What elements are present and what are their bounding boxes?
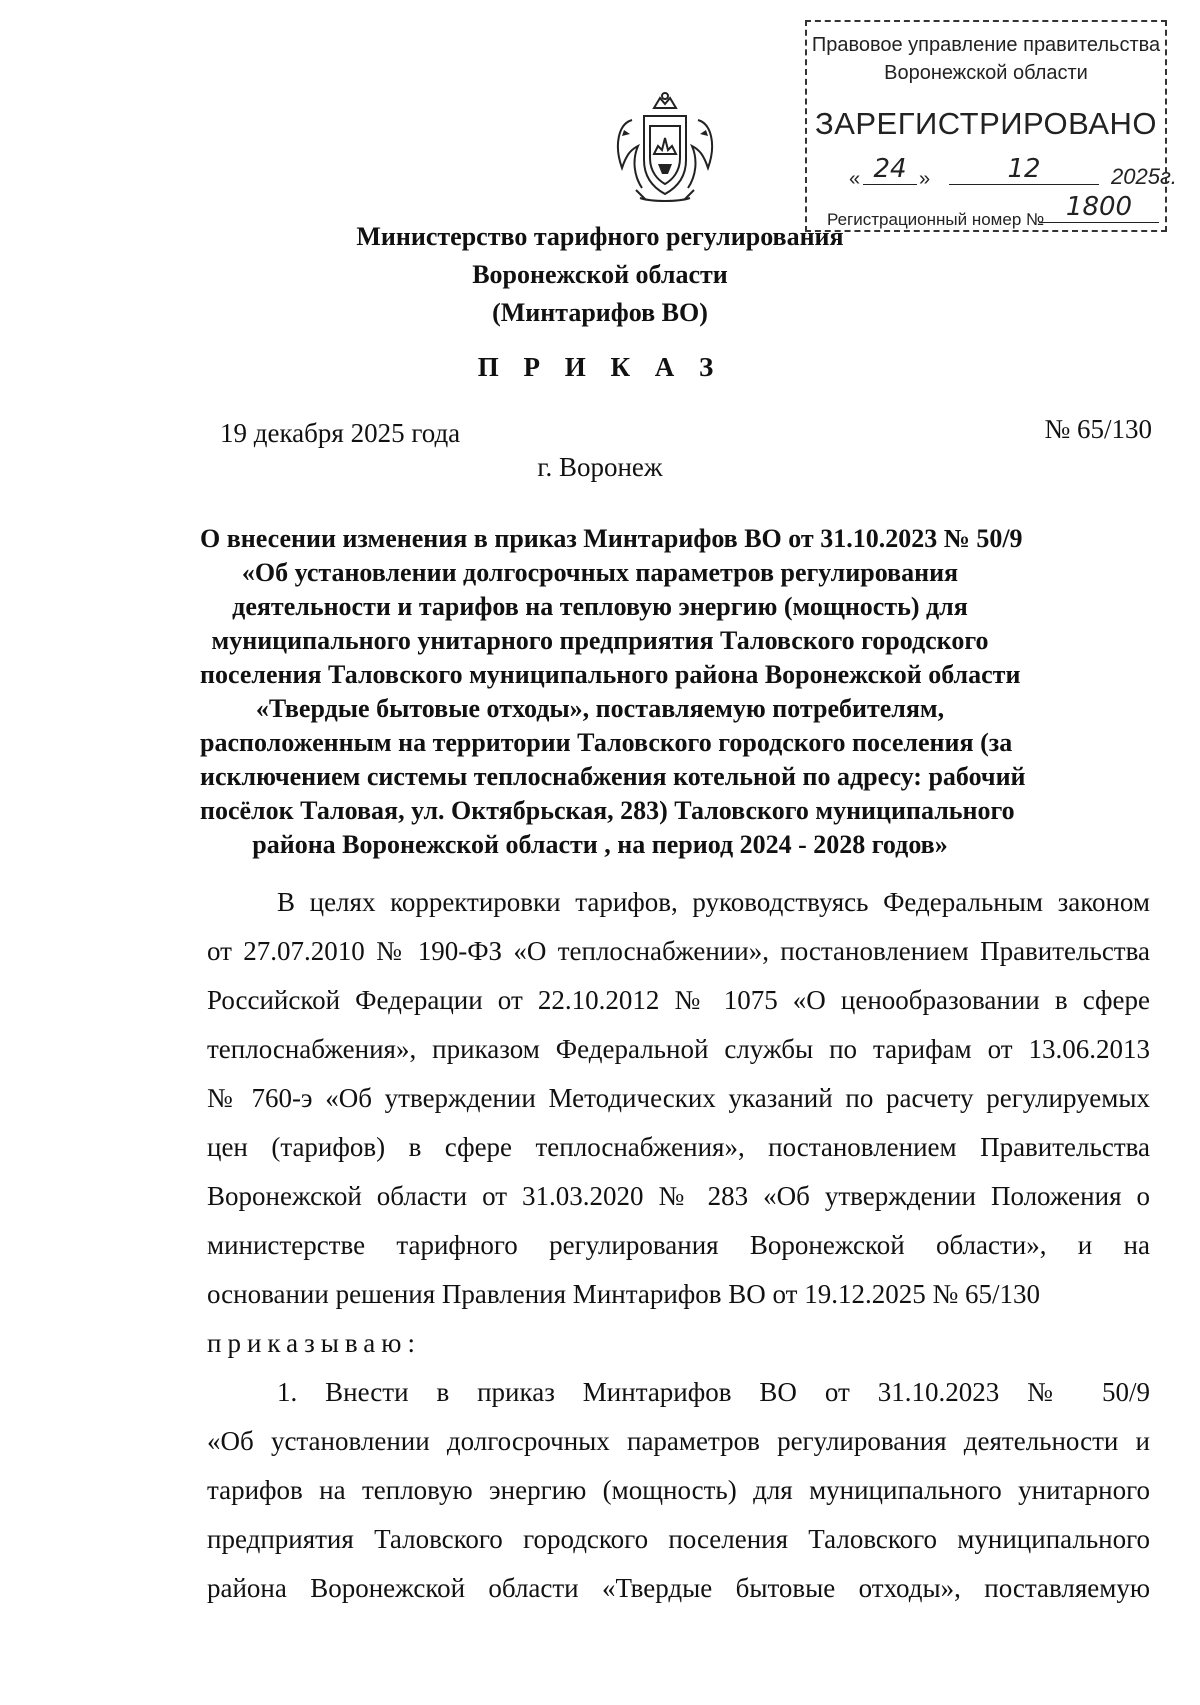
document-city: г. Воронеж — [537, 452, 663, 482]
body-line: теплоснабжения», приказом Федеральной службы по тарифам от 13.06.2013 — [207, 1034, 1150, 1064]
body-line: основании решения Правления Минтарифов ВО от 19.12.2025 № 65/130 — [207, 1279, 1040, 1309]
body-line: Российской Федерации от 22.10.2012 № 1075 «О ценообразовании в сфере — [207, 985, 1150, 1015]
organization-name: Министерство тарифного регулирования — [356, 222, 844, 251]
heading-line: посёлок Таловая, ул. Октябрьская, 283) Таловского муниципального — [200, 796, 1015, 825]
stamp-registered: ЗАРЕГИСТРИРОВАНО — [814, 106, 1157, 141]
heading-line: «Твердые бытовые отходы», поставляемую потребителям, — [255, 694, 945, 723]
coat-of-arms-icon — [610, 90, 720, 205]
stamp-date — [849, 154, 1177, 194]
body-line: Воронежской области от 31.03.2020 № 283 «Об утверждении Положения о — [207, 1181, 1150, 1211]
stamp-region: Воронежской области — [884, 62, 1088, 84]
registration-stamp — [805, 20, 1177, 232]
document-body — [207, 878, 1150, 1613]
document-type: П Р И К А З — [477, 352, 723, 382]
organization-region: Воронежской области — [472, 260, 728, 289]
clause-1-line: тарифов на тепловую энергию (мощность) для муниципального унитарного — [207, 1475, 1150, 1505]
body-line: министерстве тарифного регулирования Воронежской области», и на — [207, 1230, 1150, 1260]
clause-1-line: предприятия Таловского городского поселения Таловского муниципального — [207, 1524, 1150, 1554]
document-heading — [200, 522, 1026, 862]
order-verb: приказываю: — [207, 1328, 421, 1358]
heading-line: района Воронежской области , на период 2024 - 2028 годов» — [252, 830, 948, 859]
stamp-quote-open: « — [849, 168, 861, 190]
stamp-quote-close: » — [919, 168, 931, 190]
body-line: № 760-э «Об утверждении Методических указаний по расчету регулируемых — [207, 1083, 1150, 1113]
heading-line: муниципального унитарного предприятия Таловского городского — [211, 626, 989, 655]
heading-line: исключением системы теплоснабжения котельной по адресу: рабочий — [200, 762, 1026, 791]
clause-1-line: 1. Внести в приказ Минтарифов ВО от 31.10.2023 № 50/9 — [277, 1377, 1150, 1407]
heading-line: расположенным на территории Таловского городского поселения (за — [200, 728, 1013, 757]
stamp-year: 2025г. — [1111, 164, 1177, 189]
body-line: от 27.07.2010 № 190-ФЗ «О теплоснабжении», постановлением Правительства — [207, 936, 1150, 966]
document-date: 19 декабря 2025 года — [220, 418, 461, 448]
stamp-reg-number: 1800 — [1039, 192, 1159, 223]
heading-line: О внесении изменения в приказ Минтарифов ВО от 31.10.2023 № 50/9 — [200, 524, 1023, 553]
clause-1-line: «Об установлении долгосрочных параметров регулирования деятельности и — [207, 1426, 1150, 1456]
body-line: В целях корректировки тарифов, руководствуясь Федеральным законом — [277, 887, 1150, 917]
organization-abbreviation: (Минтарифов ВО) — [492, 298, 708, 327]
stamp-day: 24 — [863, 154, 917, 185]
heading-line: деятельности и тарифов на тепловую энергию (мощность) для — [232, 592, 968, 621]
body-line: цен (тарифов) в сфере теплоснабжения», постановлением Правительства — [207, 1132, 1150, 1162]
clause-1-line: района Воронежской области «Твердые бытовые отходы», поставляемую — [207, 1573, 1150, 1603]
document-number: № 65/130 — [1044, 414, 1152, 444]
heading-line: «Об установлении долгосрочных параметров регулирования — [241, 558, 959, 587]
stamp-reg-label: Регистрационный номер № — [827, 210, 1045, 229]
stamp-month: 12 — [949, 154, 1099, 185]
stamp-department: Правовое управление правительства — [811, 34, 1161, 56]
heading-line: поселения Таловского муниципального района Воронежской области — [200, 660, 1021, 689]
